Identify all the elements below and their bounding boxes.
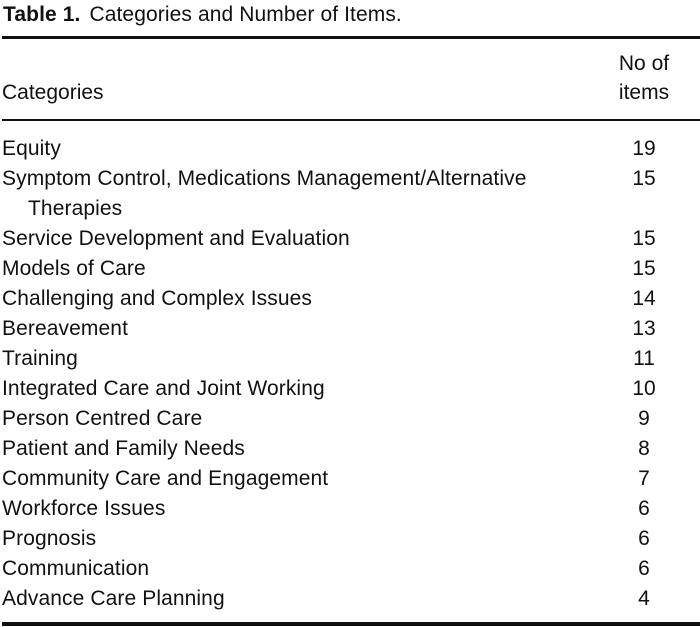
table-row (2, 224, 700, 254)
category-cell: Workforce Issues (2, 497, 166, 520)
count-cell: 6 (638, 557, 650, 580)
count-cell: 15 (632, 167, 656, 190)
category-cell: Patient and Family Needs (2, 437, 245, 460)
table-header-row (2, 39, 700, 119)
table-row (2, 314, 700, 344)
column-header-items: items (618, 81, 670, 104)
table-row (2, 494, 700, 524)
count-cell: 11 (633, 347, 655, 370)
count-cell: 14 (632, 287, 656, 310)
table-row (2, 254, 700, 284)
table-row (2, 584, 700, 614)
table-caption-text: Categories and Number of Items. (89, 3, 402, 26)
category-cell: Community Care and Engagement (2, 467, 329, 490)
count-cell: 6 (638, 527, 650, 550)
category-cell: Communication (2, 557, 150, 580)
category-cell: Equity (2, 137, 61, 160)
count-cell: 7 (638, 467, 650, 490)
table-bottom-rule (2, 622, 700, 626)
table-row (2, 524, 700, 554)
table-row (2, 134, 700, 164)
count-cell: 15 (632, 227, 656, 250)
column-header-categories: Categories (2, 81, 104, 104)
table-label: Table 1. (3, 3, 81, 26)
category-cell: Advance Care Planning (2, 587, 225, 610)
count-cell: 4 (638, 587, 650, 610)
category-cell: Models of Care (2, 257, 146, 280)
category-cell: Bereavement (2, 317, 129, 340)
category-cell: Person Centred Care (2, 407, 203, 430)
column-header-no-of: No of (618, 52, 670, 75)
count-cell: 10 (632, 377, 656, 400)
count-cell: 13 (632, 317, 656, 340)
category-cell: Training (2, 347, 78, 370)
table-caption (3, 2, 700, 28)
count-cell: 19 (632, 137, 656, 160)
table-row (2, 284, 700, 314)
count-cell: 9 (638, 407, 650, 430)
category-cell: Symptom Control, Medications Management/Alternative Therapies (2, 167, 527, 220)
count-cell: 8 (638, 437, 650, 460)
category-cell: Integrated Care and Joint Working (2, 377, 325, 400)
table-row (2, 344, 700, 374)
table-row (2, 404, 700, 434)
table-row (2, 464, 700, 494)
category-cell: Prognosis (2, 527, 97, 550)
category-cell: Service Development and Evaluation (2, 227, 350, 250)
table-row (2, 554, 700, 584)
count-cell: 15 (632, 257, 656, 280)
table-row (2, 434, 700, 464)
column-header-no-of-items (608, 49, 680, 107)
table-row (2, 164, 700, 224)
count-cell: 6 (638, 497, 650, 520)
category-cell: Challenging and Complex Issues (2, 287, 313, 310)
table-body (2, 121, 700, 622)
table-row (2, 374, 700, 404)
